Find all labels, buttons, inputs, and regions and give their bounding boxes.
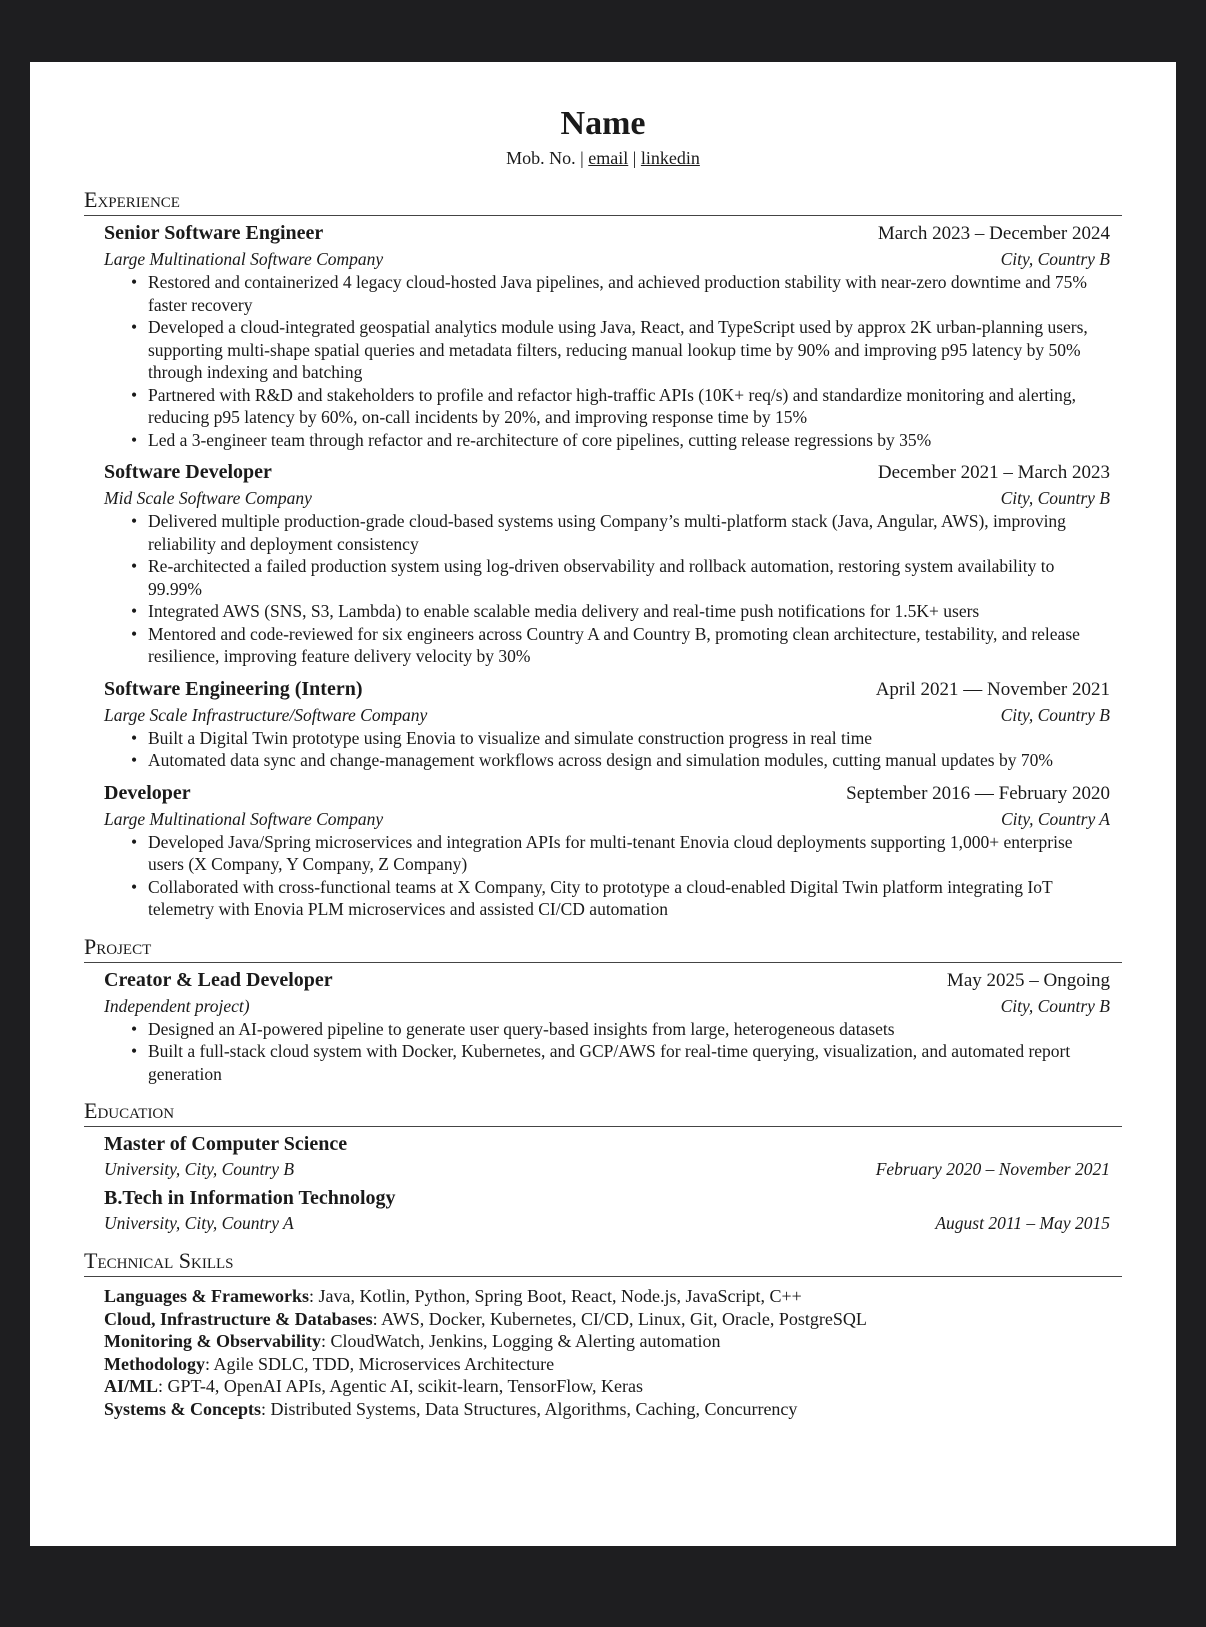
experience-entry: [84, 676, 1122, 772]
edu-header-row: [104, 1185, 1110, 1211]
skill-line: [104, 1375, 1122, 1398]
job-dates: March 2023 – December 2024: [877, 223, 1110, 244]
bullet-item: • Designed an AI-powered pipeline to generate user query-based insights from large, heterogeneous datasets: [148, 1018, 1110, 1041]
bullet-item: • Re-architected a failed production system using log-driven observability and rollback automation, restoring system availability to 99.99%: [148, 555, 1110, 600]
contact-separator: |: [580, 148, 584, 168]
entry-header-row: [104, 780, 1110, 807]
bullet-list: [104, 510, 1110, 668]
edu-subheader-row: [104, 1211, 1110, 1235]
bullet-list: [104, 727, 1110, 772]
job-dates: December 2021 – March 2023: [877, 462, 1110, 483]
skill-value: : Distributed Systems, Data Structures, Algorithms, Caching, Concurrency: [261, 1398, 798, 1419]
bullet-item: • Built a Digital Twin prototype using Enovia to visualize and simulate construction progress in real time: [148, 727, 1110, 750]
education-entry: [84, 1131, 1122, 1181]
mobile-number: Mob. No.: [506, 148, 576, 168]
experience-entry: [84, 220, 1122, 451]
company-name: Large Scale Infrastructure/Software Company: [104, 704, 428, 725]
job-dates: April 2021 — November 2021: [875, 678, 1110, 700]
entry-header-row: [104, 676, 1110, 703]
skill-line: [104, 1398, 1122, 1421]
job-location: City, Country B: [1000, 249, 1110, 269]
education-dates: February 2020 – November 2021: [875, 1159, 1110, 1179]
edu-header-row: [104, 1131, 1110, 1157]
bullet-item: • Automated data sync and change-management workflows across design and simulation modules, cutting manual updates by 70%: [148, 749, 1110, 772]
skill-line: [104, 1285, 1122, 1308]
job-location: City, Country B: [1000, 704, 1110, 725]
project-dates: May 2025 – Ongoing: [946, 969, 1110, 991]
skill-line: [104, 1308, 1122, 1331]
section-title-skills: Technical Skills: [84, 1247, 1122, 1277]
project-role: Creator & Lead Developer: [104, 968, 333, 991]
email-link[interactable]: email: [588, 148, 629, 168]
education-dates: August 2011 – May 2015: [935, 1213, 1110, 1233]
resume-page: [30, 62, 1176, 1546]
bullet-item: • Developed Java/Spring microservices and integration APIs for multi-tenant Enovia cloud deployments supporting 1,000+ enterprise users (X Company, Y Company, Z Company): [148, 831, 1110, 876]
company-name: Large Multinational Software Company: [104, 249, 384, 269]
job-title: Senior Software Engineer: [104, 222, 324, 244]
job-title: Software Developer: [104, 461, 272, 483]
bullet-list: [104, 1018, 1110, 1086]
project-org: Independent project): [104, 995, 250, 1016]
school-name: University, City, Country A: [104, 1213, 294, 1233]
contact-separator: |: [632, 148, 637, 168]
bullet-item: • Delivered multiple production-grade cloud-based systems using Company’s multi-platform stack (Java, Angular, AWS), improving reliability and deployment consistency: [148, 510, 1110, 555]
bullet-item: • Integrated AWS (SNS, S3, Lambda) to enable scalable media delivery and real-time push notifications for 1.5K+ users: [148, 600, 1110, 623]
school-name: University, City, Country B: [104, 1159, 295, 1179]
entry-header-row: [104, 967, 1110, 994]
skill-value: : Agile SDLC, TDD, Microservices Architecture: [205, 1353, 555, 1374]
contact-line: [30, 146, 1176, 170]
skill-label: Languages & Frameworks: [104, 1286, 309, 1306]
skill-label: Cloud, Infrastructure & Databases: [104, 1308, 373, 1329]
skill-line: [104, 1330, 1122, 1353]
section-title-education: Education: [84, 1097, 1122, 1127]
entry-subheader-row: [104, 703, 1110, 727]
project-entry: [84, 967, 1122, 1086]
bullet-list: [104, 271, 1110, 451]
bullet-item: • Mentored and code-reviewed for six engineers across Country A and Country B, promoting clean architecture, testability, and release resilience, improving feature delivery velocity by 30%: [148, 623, 1110, 668]
entry-subheader-row: [104, 247, 1110, 271]
entry-header-row: [104, 220, 1110, 247]
entry-subheader-row: [104, 486, 1110, 510]
job-dates: September 2016 — February 2020: [846, 782, 1110, 804]
project-location: City, Country B: [1000, 995, 1110, 1016]
linkedin-link[interactable]: linkedin: [640, 148, 700, 168]
company-name: Mid Scale Software Company: [104, 488, 312, 508]
skill-line: [104, 1353, 1122, 1376]
bullet-item: • Built a full-stack cloud system with Docker, Kubernetes, and GCP/AWS for real-time querying, visualization, and automated report generation: [148, 1040, 1110, 1085]
bullet-item: • Led a 3-engineer team through refactor and re-architecture of core pipelines, cutting release regressions by 35%: [148, 429, 1110, 452]
section-title-project: Project: [84, 933, 1122, 963]
skill-label: AI/ML: [104, 1376, 158, 1396]
skill-value: : AWS, Docker, Kubernetes, CI/CD, Linux, Git, Oracle, PostgreSQL: [372, 1308, 867, 1329]
section-title-experience: Experience: [84, 186, 1122, 216]
candidate-name: Name: [560, 105, 646, 142]
bullet-item: • Restored and containerized 4 legacy cloud-hosted Java pipelines, and achieved production stability with near-zero downtime and 75% faster recovery: [148, 271, 1110, 316]
skill-value: : Java, Kotlin, Python, Spring Boot, React, Node.js, JavaScript, C++: [309, 1286, 802, 1306]
job-title: Software Engineering (Intern): [104, 677, 363, 700]
job-title: Developer: [104, 781, 191, 804]
skill-value: : GPT-4, OpenAI APIs, Agentic AI, scikit-learn, TensorFlow, Keras: [158, 1376, 644, 1396]
entry-header-row: [104, 459, 1110, 486]
degree-name: Master of Computer Science: [104, 1133, 348, 1155]
bullet-item: • Partnered with R&D and stakeholders to profile and refactor high-traffic APIs (10K+ req/s) and standardize monitoring and alerting, reducing p95 latency by 60%, on-call incidents by 20%, and improving response time by 15%: [148, 384, 1110, 429]
entry-subheader-row: [104, 994, 1110, 1018]
bullet-list: [104, 831, 1110, 921]
entry-subheader-row: [104, 807, 1110, 831]
company-name: Large Multinational Software Company: [104, 808, 384, 829]
job-location: City, Country A: [1000, 808, 1110, 829]
skills-list: [84, 1281, 1122, 1420]
skill-label: Monitoring & Observability: [104, 1331, 321, 1351]
education-entry: [84, 1185, 1122, 1235]
skill-label: Systems & Concepts: [104, 1398, 261, 1419]
edu-subheader-row: [104, 1157, 1110, 1181]
experience-entry: [84, 780, 1122, 921]
bullet-item: • Collaborated with cross-functional teams at X Company, City to prototype a cloud-enabled Digital Twin platform integrating IoT telemetry with Enovia PLM microservices and assisted CI/CD automation: [148, 876, 1110, 921]
skill-label: Methodology: [104, 1353, 205, 1374]
experience-entry: [84, 459, 1122, 668]
job-location: City, Country B: [1000, 488, 1110, 508]
skill-value: : CloudWatch, Jenkins, Logging & Alerting automation: [321, 1331, 721, 1351]
degree-name: B.Tech in Information Technology: [104, 1187, 396, 1209]
resume-body: [84, 186, 1122, 1420]
resume-header: [30, 104, 1176, 170]
bullet-item: • Developed a cloud-integrated geospatial analytics module using Java, React, and TypeScript used by approx 2K urban-planning users, supporting multi-shape spatial queries and metadata filters, reducing manual lookup time by 90% and improving p95 latency by 50% through indexing and batching: [148, 316, 1110, 384]
